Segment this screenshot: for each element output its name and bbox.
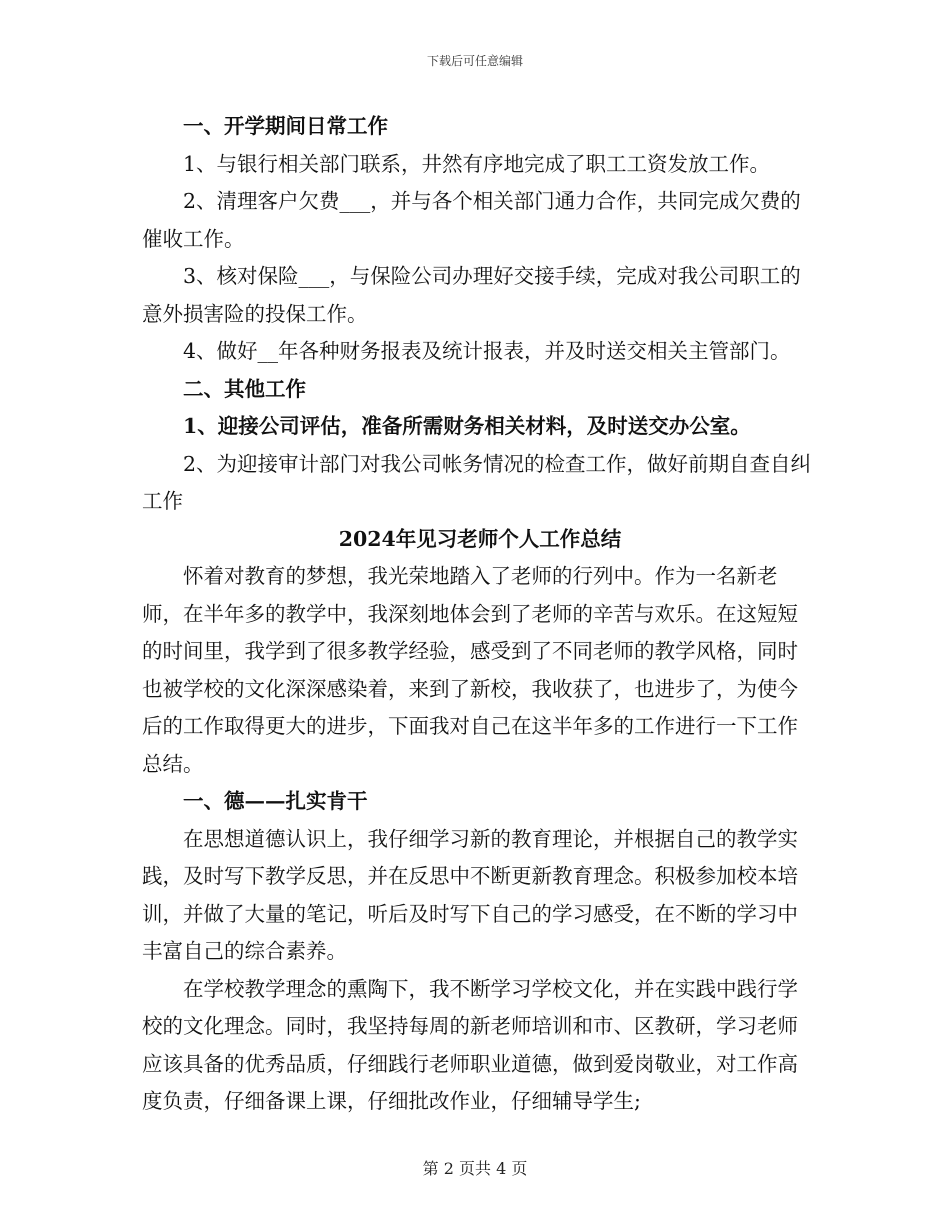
- page-footer: 第 2 页共 4 页: [422, 1159, 528, 1178]
- document-title: 2024年见习老师个人工作总结: [338, 526, 622, 551]
- section-heading-daily-work: 一、开学期间日常工作: [183, 114, 388, 138]
- paragraph: 3、核对保险___，与保险公司办理好交接手续，完成对我公司职工的意外损害险的投保工作。: [142, 264, 801, 326]
- section-heading-other-work: 二、其他工作: [183, 376, 306, 401]
- paragraph: 4、做好__年各种财务报表及统计报表，并及时送交相关主管部门。: [183, 339, 791, 363]
- paragraph: 2、为迎接审计部门对我公司帐务情况的检查工作，做好前期自查自纠工作: [142, 451, 812, 513]
- paragraph: 在学校教学理念的熏陶下，我不断学习学校文化，并在实践中践行学校的文化理念。同时，我坚持每周的新老师培训和市、区教研，学习老师应该具备的优秀品质，仔细践行老师职业道德，做到爱岗敬业，对工作高度负责，仔细备课上课，仔细批改作业，仔细辅导学生;: [142, 976, 798, 1113]
- intro-paragraph: 怀着对教育的梦想，我光荣地踏入了老师的行列中。作为一名新老师，在半年多的教学中，我深刻地体会到了老师的辛苦与欢乐。在这短短的时间里，我学到了很多教学经验，感受到了不同老师的教学风格，同时也被学校的文化深深感染着，来到了新校，我收获了，也进步了，为使今后的工作取得更大的进步，下面我对自己在这半年多的工作进行一下工作总结。: [142, 564, 798, 776]
- paragraph: 在思想道德认识上，我仔细学习新的教育理论，并根据自己的教学实践，及时写下教学反思，并在反思中不断更新教育理念。积极参加校本培训，并做了大量的笔记，听后及时写下自己的学习感受，在不断的学习中丰富自己的综合素养。: [142, 826, 798, 963]
- paragraph: 1、与银行相关部门联系，井然有序地完成了职工工资发放工作。: [183, 151, 771, 176]
- document-body: [142, 108, 818, 1121]
- paragraph-bold: 1、迎接公司评估，准备所需财务相关材料，及时送交办公室。: [183, 414, 751, 438]
- section-heading-morality: 一、德——扎实肯干: [183, 789, 368, 813]
- page-header: 下载后可任意编辑: [426, 54, 523, 68]
- paragraph: 2、清理客户欠费___，并与各个相关部门通力合作，共同完成欠费的催收工作。: [142, 189, 801, 251]
